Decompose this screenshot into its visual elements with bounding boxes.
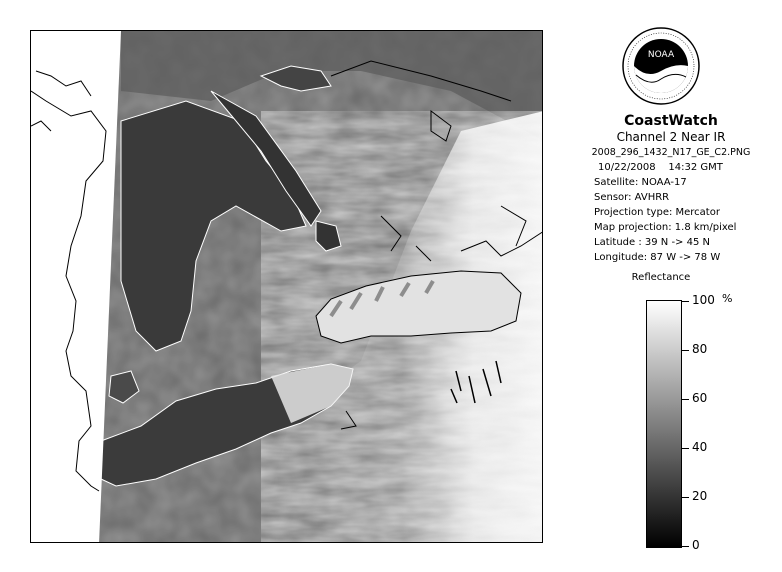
colorbar-unit: % (722, 292, 733, 305)
noaa-logo (622, 27, 700, 105)
colorbar-tick-label: 0 (692, 538, 700, 552)
colorbar-tick-label: 20 (692, 489, 708, 503)
colorbar-tick (682, 350, 689, 351)
colorbar-label: Reflectance (631, 272, 691, 283)
latitude: Latitude : 39 N -> 45 N (594, 237, 710, 248)
longitude: Longitude: 87 W -> 78 W (594, 252, 721, 263)
reflectance-map (31, 31, 543, 543)
logo-text: NOAA (647, 50, 675, 60)
colorbar-tick (682, 399, 689, 400)
colorbar (646, 300, 682, 548)
colorbar-tick (682, 301, 689, 302)
colorbar-tick-label: 40 (692, 440, 708, 454)
map-projection: Map projection: 1.8 km/pixel (594, 222, 737, 233)
colorbar-tick (682, 448, 689, 449)
colorbar-tick (682, 546, 689, 547)
colorbar-tick-label: 60 (692, 391, 708, 405)
colorbar-tick (682, 497, 689, 498)
time: 14:32 GMT (668, 162, 723, 173)
colorbar-tick-label: 80 (692, 342, 708, 356)
projection-type: Projection type: Mercator (594, 207, 720, 218)
satellite-image (30, 30, 543, 543)
date-time (598, 162, 782, 174)
satellite: Satellite: NOAA-17 (594, 177, 687, 188)
channel-name: Channel 2 Near IR (616, 130, 726, 144)
date: 10/22/2008 (598, 162, 656, 173)
filename: 2008_296_1432_N17_GE_C2.PNG (591, 147, 751, 158)
colorbar-tick-label: 100 (692, 293, 715, 307)
sensor: Sensor: AVHRR (594, 192, 670, 203)
product-title: CoastWatch (624, 113, 718, 129)
